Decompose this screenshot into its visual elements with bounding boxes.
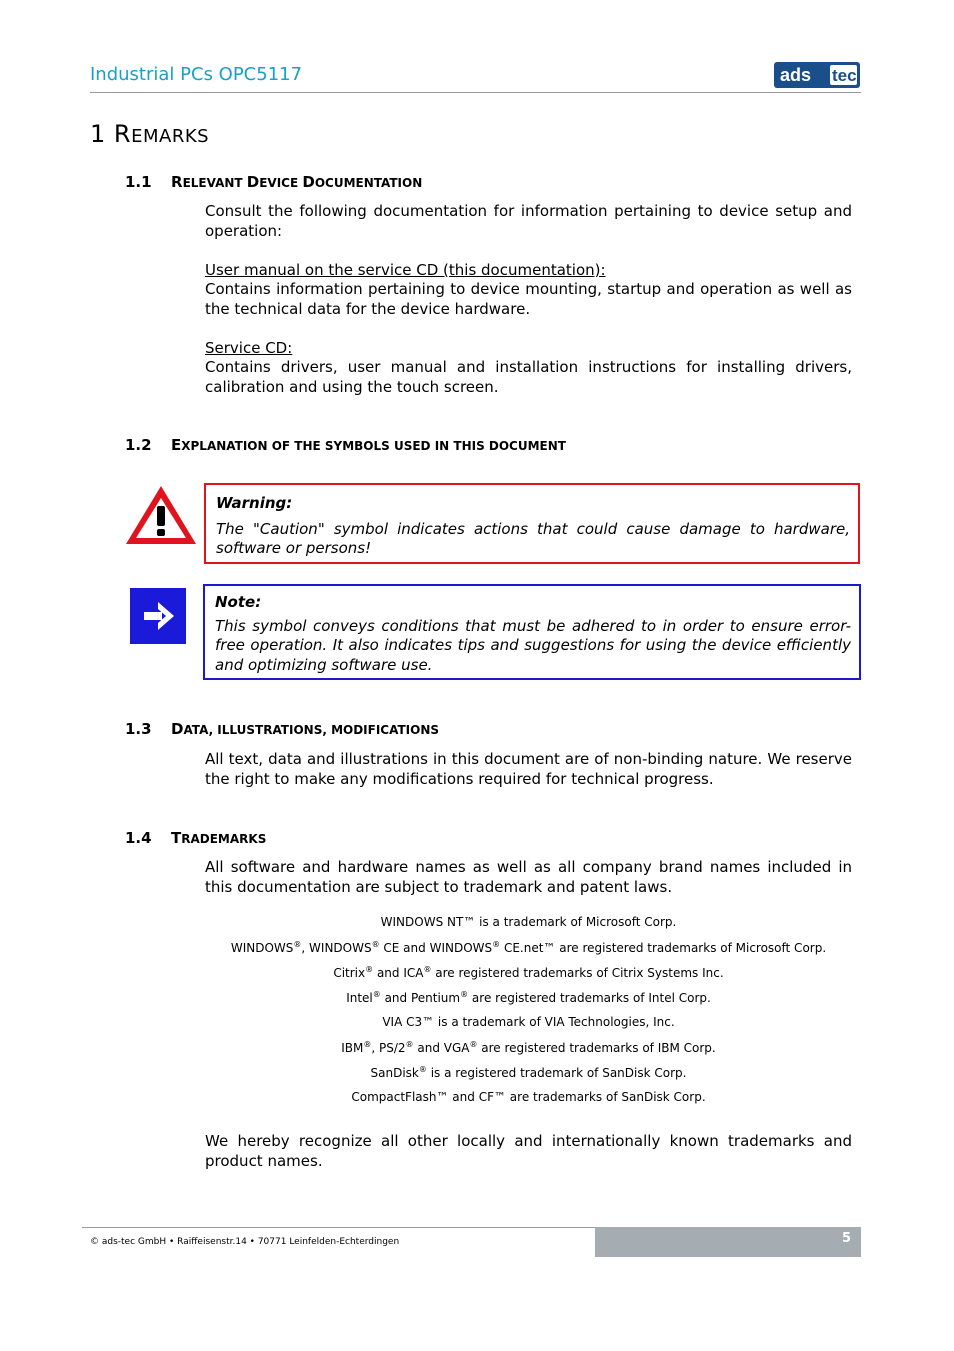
trademark-line: Intel® and Pentium® are registered trademarks of Intel Corp. xyxy=(346,990,711,1005)
service-cd-text: Contains drivers, user manual and installation instructions for installing drivers, calibration and using the touch screen. xyxy=(205,358,852,396)
page-number-bar xyxy=(595,1227,861,1257)
section-heading-1-2: 1.2 EXPLANATION OF THE SYMBOLS USED IN THIS DOCUMENT xyxy=(125,436,566,454)
note-title: Note: xyxy=(215,593,262,611)
trademark-line: WINDOWS®, WINDOWS® CE and WINDOWS® CE.net™ are registered trademarks of Microsoft Corp. xyxy=(230,940,827,955)
document-title: Industrial PCs OPC5117 xyxy=(90,64,303,85)
chapter-number: 1 xyxy=(90,120,106,148)
ads-tec-logo xyxy=(774,62,860,88)
manual-label: User manual on the service CD (this documentation): xyxy=(205,260,606,279)
trademark-line: IBM®, PS/2® and VGA® are registered trademarks of IBM Corp. xyxy=(341,1040,716,1055)
warning-box xyxy=(204,483,860,564)
intro-text: Consult the following documentation for information pertaining to device setup and operation: xyxy=(205,202,852,240)
section-heading-1-3: 1.3 DATA, ILLUSTRATIONS, MODIFICATIONS xyxy=(125,720,440,738)
manual-text: Contains information pertaining to device mounting, startup and operation as well as the technical data for the device hardware. xyxy=(205,280,852,318)
trademark-line: VIA C3™ is a trademark of VIA Technologies, Inc. xyxy=(382,1015,675,1029)
section-heading-1-4: 1.4 TRADEMARKS xyxy=(125,829,267,847)
section-1-1-body xyxy=(205,202,852,397)
note-arrow-icon xyxy=(130,588,186,644)
page-number: 5 xyxy=(841,1231,851,1246)
section-1-3-text: All text, data and illustrations in this document are of non-binding nature. We reserve the right to make any modifications required for technical progress. xyxy=(205,750,852,788)
svg-text:tec: tec xyxy=(832,66,857,85)
section-heading-1-1: 1.1 RELEVANT DEVICE DOCUMENTATION xyxy=(125,173,423,191)
note-box xyxy=(203,584,861,680)
chapter-heading xyxy=(90,120,209,148)
service-cd-label: Service CD: xyxy=(205,338,293,357)
footer-copyright: © ads-tec GmbH • Raiffeisenstr.14 • 70771 Leinfelden-Echterdingen xyxy=(90,1237,400,1247)
trademark-line: WINDOWS NT™ is a trademark of Microsoft Corp. xyxy=(380,915,677,929)
warning-title: Warning: xyxy=(216,494,293,512)
footer-divider xyxy=(82,1227,595,1228)
chapter-rest: EMARKS xyxy=(131,126,210,147)
trademark-line: CompactFlash™ and CF™ are trademarks of SanDisk Corp. xyxy=(351,1090,706,1104)
section-1-4-text: All software and hardware names as well as all company brand names included in this documentation are subject to trademark and patent laws. xyxy=(205,858,852,896)
trademark-line: Citrix® and ICA® are registered trademarks of Citrix Systems Inc. xyxy=(333,965,724,980)
svg-text:ads: ads xyxy=(780,65,812,85)
header-divider xyxy=(90,92,861,93)
warning-triangle-icon xyxy=(124,484,198,546)
note-text: This symbol conveys conditions that must be adhered to in order to ensure error-free operation. It also indicates tips and suggestions for using the device efficiently and optimizing software use. xyxy=(215,616,851,674)
chapter-initial: R xyxy=(113,120,132,148)
warning-text: The "Caution" symbol indicates actions that could cause damage to hardware, software or persons! xyxy=(216,519,850,557)
trademark-line: SanDisk® is a registered trademark of SanDisk Corp. xyxy=(370,1065,687,1080)
trademark-closing: We hereby recognize all other locally and internationally known trademarks and product names. xyxy=(205,1132,852,1170)
